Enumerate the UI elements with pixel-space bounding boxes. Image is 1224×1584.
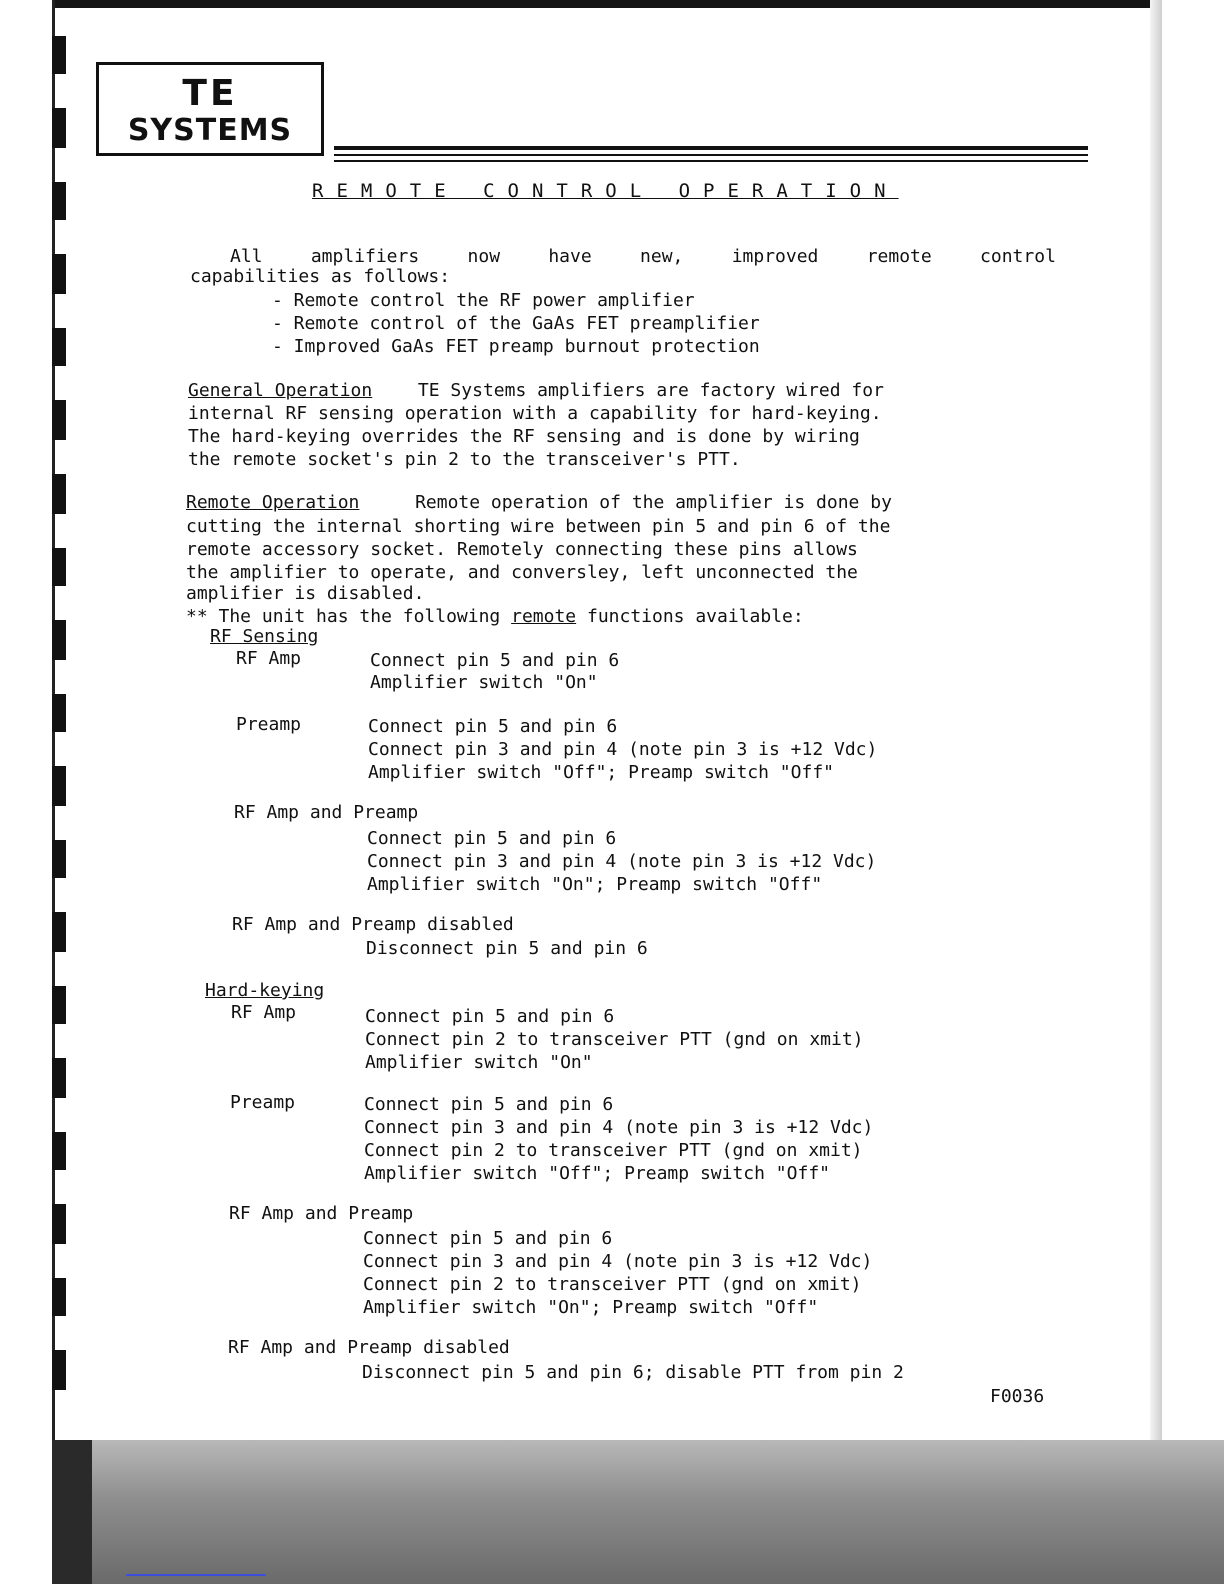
rf-sensing-both-label: RF Amp and Preamp [234,802,419,823]
binding-hole [52,182,66,220]
intro-line-2: capabilities as follows: [190,266,451,287]
binding-hole [52,254,66,294]
rf-sensing-preamp-label: Preamp [236,714,302,735]
general-heading: General Operation [188,380,373,401]
remote-functions-suffix: functions available: [576,606,804,627]
hard-keying-preamp-step: Connect pin 2 to transceiver PTT (gnd on xmit) [364,1140,863,1161]
hard-keying-heading: Hard-keying [205,980,325,1001]
binding-hole [52,36,66,74]
logo-line-2: SYSTEMS [127,113,293,148]
binding-hole [52,1132,66,1170]
binding-hole [52,620,66,660]
rf-sensing-heading: RF Sensing [210,626,319,647]
general-line: the remote socket's pin 2 to the transceiver's PTT. [188,449,741,470]
intro-word: amplifiers [310,246,420,267]
rf-sensing-both-step: Connect pin 3 and pin 4 (note pin 3 is +12 Vdc) [367,851,877,872]
general-text: TE Systems amplifiers are factory wired for [417,380,884,401]
hard-keying-rf-amp-step: Amplifier switch "On" [365,1052,593,1073]
binding-hole [52,328,66,366]
logo-line-1: TE [182,73,238,114]
page-code: F0036 [990,1386,1045,1407]
hard-keying-preamp-label: Preamp [230,1092,296,1113]
binding-hole [52,766,66,806]
binding-hole [52,1278,66,1316]
intro-word: control [980,246,1056,267]
remote-line: cutting the internal shorting wire between pin 5 and pin 6 of the [186,516,891,537]
header-rule [334,154,1088,156]
hard-keying-both-step: Amplifier switch "On"; Preamp switch "Off" [363,1297,819,1318]
rf-sensing-preamp-step: Amplifier switch "Off"; Preamp switch "Off" [368,762,834,783]
intro-bullet: - Improved GaAs FET preamp burnout protection [272,336,760,357]
remote-text: Remote operation of the amplifier is done by [415,492,892,513]
binding-hole [52,548,66,586]
intro-word: have [548,246,592,267]
remote-line: amplifier is disabled. [186,583,425,604]
rf-sensing-both-step: Connect pin 5 and pin 6 [367,828,617,849]
header-rule [334,160,1088,162]
binding-hole [52,694,66,732]
scan-blue-line [126,1574,266,1576]
remote-line: remote accessory socket. Remotely connecting these pins allows [186,539,858,560]
binding-hole [52,1058,66,1098]
hard-keying-rf-amp-step: Connect pin 5 and pin 6 [365,1006,615,1027]
scan-bottom-dark [52,1440,92,1584]
binding-hole [52,474,66,514]
binding-hole [52,400,66,440]
general-line-1 [188,380,884,402]
hard-keying-both-step: Connect pin 3 and pin 4 (note pin 3 is +12 Vdc) [363,1251,873,1272]
hard-keying-rf-amp-step: Connect pin 2 to transceiver PTT (gnd on xmit) [365,1029,864,1050]
binding-hole [52,840,66,878]
rf-sensing-preamp-step: Connect pin 3 and pin 4 (note pin 3 is +12 Vdc) [368,739,878,760]
remote-functions-prefix: ** The unit has the following [186,606,512,627]
intro-word: remote [866,246,932,267]
rf-sensing-preamp-step: Connect pin 5 and pin 6 [368,716,618,737]
binding-hole [52,108,66,148]
hard-keying-preamp-step: Amplifier switch "Off"; Preamp switch "Off" [364,1163,830,1184]
hard-keying-rf-amp-label: RF Amp [231,1002,297,1023]
hard-keying-both-label: RF Amp and Preamp [229,1203,414,1224]
hard-keying-both-step: Connect pin 5 and pin 6 [363,1228,613,1249]
page-edge [1150,0,1162,1445]
scan-bottom-shadow [52,1440,1224,1584]
rf-sensing-both-step: Amplifier switch "On"; Preamp switch "Off" [367,874,823,895]
intro-line-1 [230,246,1056,268]
rf-sensing-rf-amp-label: RF Amp [236,648,302,669]
company-logo [96,62,324,156]
intro-bullet: - Remote control of the GaAs FET preamplifier [272,313,760,334]
page-title: REMOTE CONTROL OPERATION [312,180,899,202]
scan-margin [0,0,52,1584]
intro-word: now [467,246,501,267]
binding-hole [52,986,66,1024]
hard-keying-both-step: Connect pin 2 to transceiver PTT (gnd on xmit) [363,1274,862,1295]
hard-keying-preamp-step: Connect pin 5 and pin 6 [364,1094,614,1115]
rf-sensing-rf-amp-step: Amplifier switch "On" [370,672,598,693]
rf-sensing-disabled-label: RF Amp and Preamp disabled [232,914,514,935]
hard-keying-disabled-label: RF Amp and Preamp disabled [228,1337,510,1358]
hard-keying-preamp-step: Connect pin 3 and pin 4 (note pin 3 is +12 Vdc) [364,1117,874,1138]
rf-sensing-rf-amp-step: Connect pin 5 and pin 6 [370,650,620,671]
intro-word: All [230,246,263,267]
header-rule [334,146,1088,150]
hard-keying-disabled-step: Disconnect pin 5 and pin 6; disable PTT from pin 2 [362,1362,904,1383]
remote-line: the amplifier to operate, and conversley, left unconnected the [186,562,858,583]
general-line: internal RF sensing operation with a capability for hard-keying. [188,403,882,424]
general-line: The hard-keying overrides the RF sensing and is done by wiring [188,426,860,447]
remote-functions-line [186,606,804,628]
remote-functions-emphasis: remote [511,606,577,627]
binding-hole [52,1204,66,1244]
remote-line-1 [186,492,892,514]
rf-sensing-disabled-step: Disconnect pin 5 and pin 6 [366,938,648,959]
intro-word: new, [640,246,684,267]
binding-hole [52,912,66,952]
intro-bullet: - Remote control the RF power amplifier [272,290,695,311]
scan-top-edge [52,0,1162,8]
remote-heading: Remote Operation [186,492,360,513]
binding-hole [52,1350,66,1390]
intro-word: improved [731,246,819,267]
